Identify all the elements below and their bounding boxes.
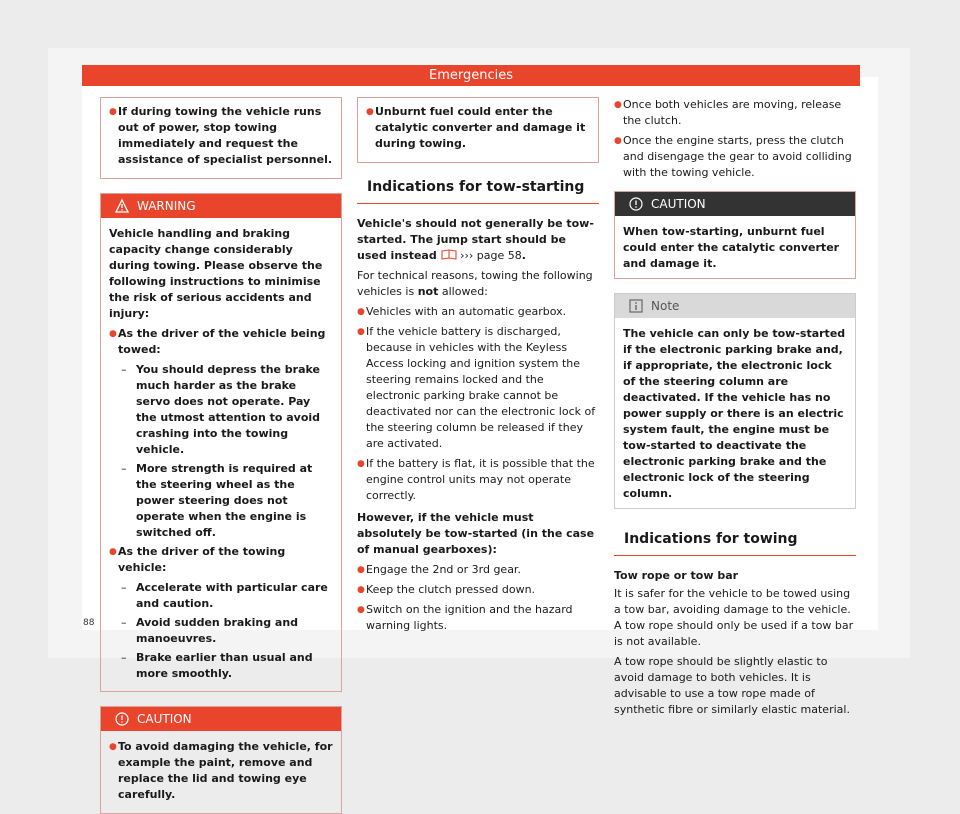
book-icon: [441, 249, 457, 260]
list-item: – Avoid sudden braking and manoeuvres.: [109, 615, 333, 647]
warning-continuation-box: [100, 97, 342, 179]
warning-label: WARNING: [137, 199, 196, 213]
section-heading: Indications for towing: [614, 531, 856, 556]
caution-circle-icon: [115, 712, 129, 726]
list-item: ● As the driver of the towing vehicle:: [109, 544, 333, 576]
warning-box: [100, 193, 342, 692]
list-item: ● To avoid damaging the vehicle, for example the paint, remove and replace the lid and towing eye carefully.: [109, 739, 333, 803]
list-item: ● As the driver of the vehicle being towed:: [109, 326, 333, 358]
section-heading: Indications for tow-starting: [357, 179, 599, 204]
list-item: ● Unburnt fuel could enter the catalytic converter and damage it during towing.: [366, 104, 590, 152]
info-icon: [629, 299, 643, 313]
page-reference-link[interactable]: ››› page 58: [441, 249, 522, 262]
subheading: However, if the vehicle must absolutely be tow-started (in the case of manual gearboxes):: [357, 511, 595, 556]
note-label: Note: [651, 299, 680, 313]
list-item: – You should depress the brake much harder as the brake servo does not operate. Pay the utmost attention to avoid crashing into the towing vehicle.: [109, 362, 333, 458]
paragraph: It is safer for the vehicle to be towed using a tow bar, avoiding damage to the vehicle. A tow rope should only be used if a tow bar is not available.: [614, 587, 854, 648]
page-number: 88: [83, 618, 95, 628]
list-item: ● Keep the clutch pressed down.: [357, 582, 599, 598]
lead-paragraph: Vehicle's should not generally be tow-started. The jump start should be used instead ››› page 58.: [357, 217, 594, 262]
paragraph: For technical reasons, towing the following vehicles is not allowed:: [357, 269, 593, 298]
list-item: ● If during towing the vehicle runs out of power, stop towing immediately and request the assistance of specialist personnel.: [109, 104, 333, 168]
column-left: [100, 97, 342, 814]
list-item: ● Once the engine starts, press the clutch and disengage the gear to avoid colliding with the towing vehicle.: [614, 133, 856, 181]
warning-box-header: [101, 194, 341, 218]
note-box-header: [615, 294, 855, 318]
warning-triangle-icon: [115, 199, 129, 213]
section-header: Emergencies: [82, 65, 860, 86]
list-item: ● Switch on the ignition and the hazard warning lights.: [357, 602, 599, 634]
list-item: – Accelerate with particular care and caution.: [109, 580, 333, 612]
column-right: [614, 97, 856, 718]
column-middle: [357, 97, 599, 638]
caution-label: CAUTION: [651, 197, 706, 211]
warning-intro: Vehicle handling and braking capacity change considerably during towing. Please observe the following instructions to minimise the risk of serious accidents and injury:: [109, 227, 323, 320]
caution-box: [614, 191, 856, 279]
caution-box: [100, 706, 342, 814]
list-item: ● Vehicles with an automatic gearbox.: [357, 304, 599, 320]
list-item: ● Engage the 2nd or 3rd gear.: [357, 562, 599, 578]
list-item: – Brake earlier than usual and more smoothly.: [109, 650, 333, 682]
list-item: ● If the battery is flat, it is possible that the engine control units may not operate correctly.: [357, 456, 599, 504]
caution-box-header: [615, 192, 855, 216]
subheading: Tow rope or tow bar: [614, 569, 739, 582]
list-item: ● Once both vehicles are moving, release the clutch.: [614, 97, 856, 129]
list-item: ● If the vehicle battery is discharged, because in vehicles with the Keyless Access locking and ignition system the steering remains locked and the electronic parking brake cannot be deactivated nor can the electronic lock of the steering column be released if they are activated.: [357, 324, 599, 452]
list-item: – More strength is required at the steering wheel as the power steering does not operate when the engine is switched off.: [109, 461, 333, 541]
note-box: [614, 293, 856, 509]
warning-continuation-box: [357, 97, 599, 163]
caution-box-header: [101, 707, 341, 731]
caution-label: CAUTION: [137, 712, 192, 726]
caution-text: When tow-starting, unburnt fuel could enter the catalytic converter and damage it.: [623, 225, 840, 270]
paragraph: A tow rope should be slightly elastic to avoid damage to both vehicles. It is advisable to use a tow rope made of synthetic fibre or similarly elastic material.: [614, 655, 850, 716]
note-text: The vehicle can only be tow-started if the electronic parking brake and, if appropriate, the electronic lock of the steering column are deactivated. If the vehicle has no power supply or there is an electric system fault, the engine must be tow-started to deactivate the electronic parking brake and the electronic lock of the steering column.: [623, 327, 846, 500]
caution-circle-icon: [629, 197, 643, 211]
